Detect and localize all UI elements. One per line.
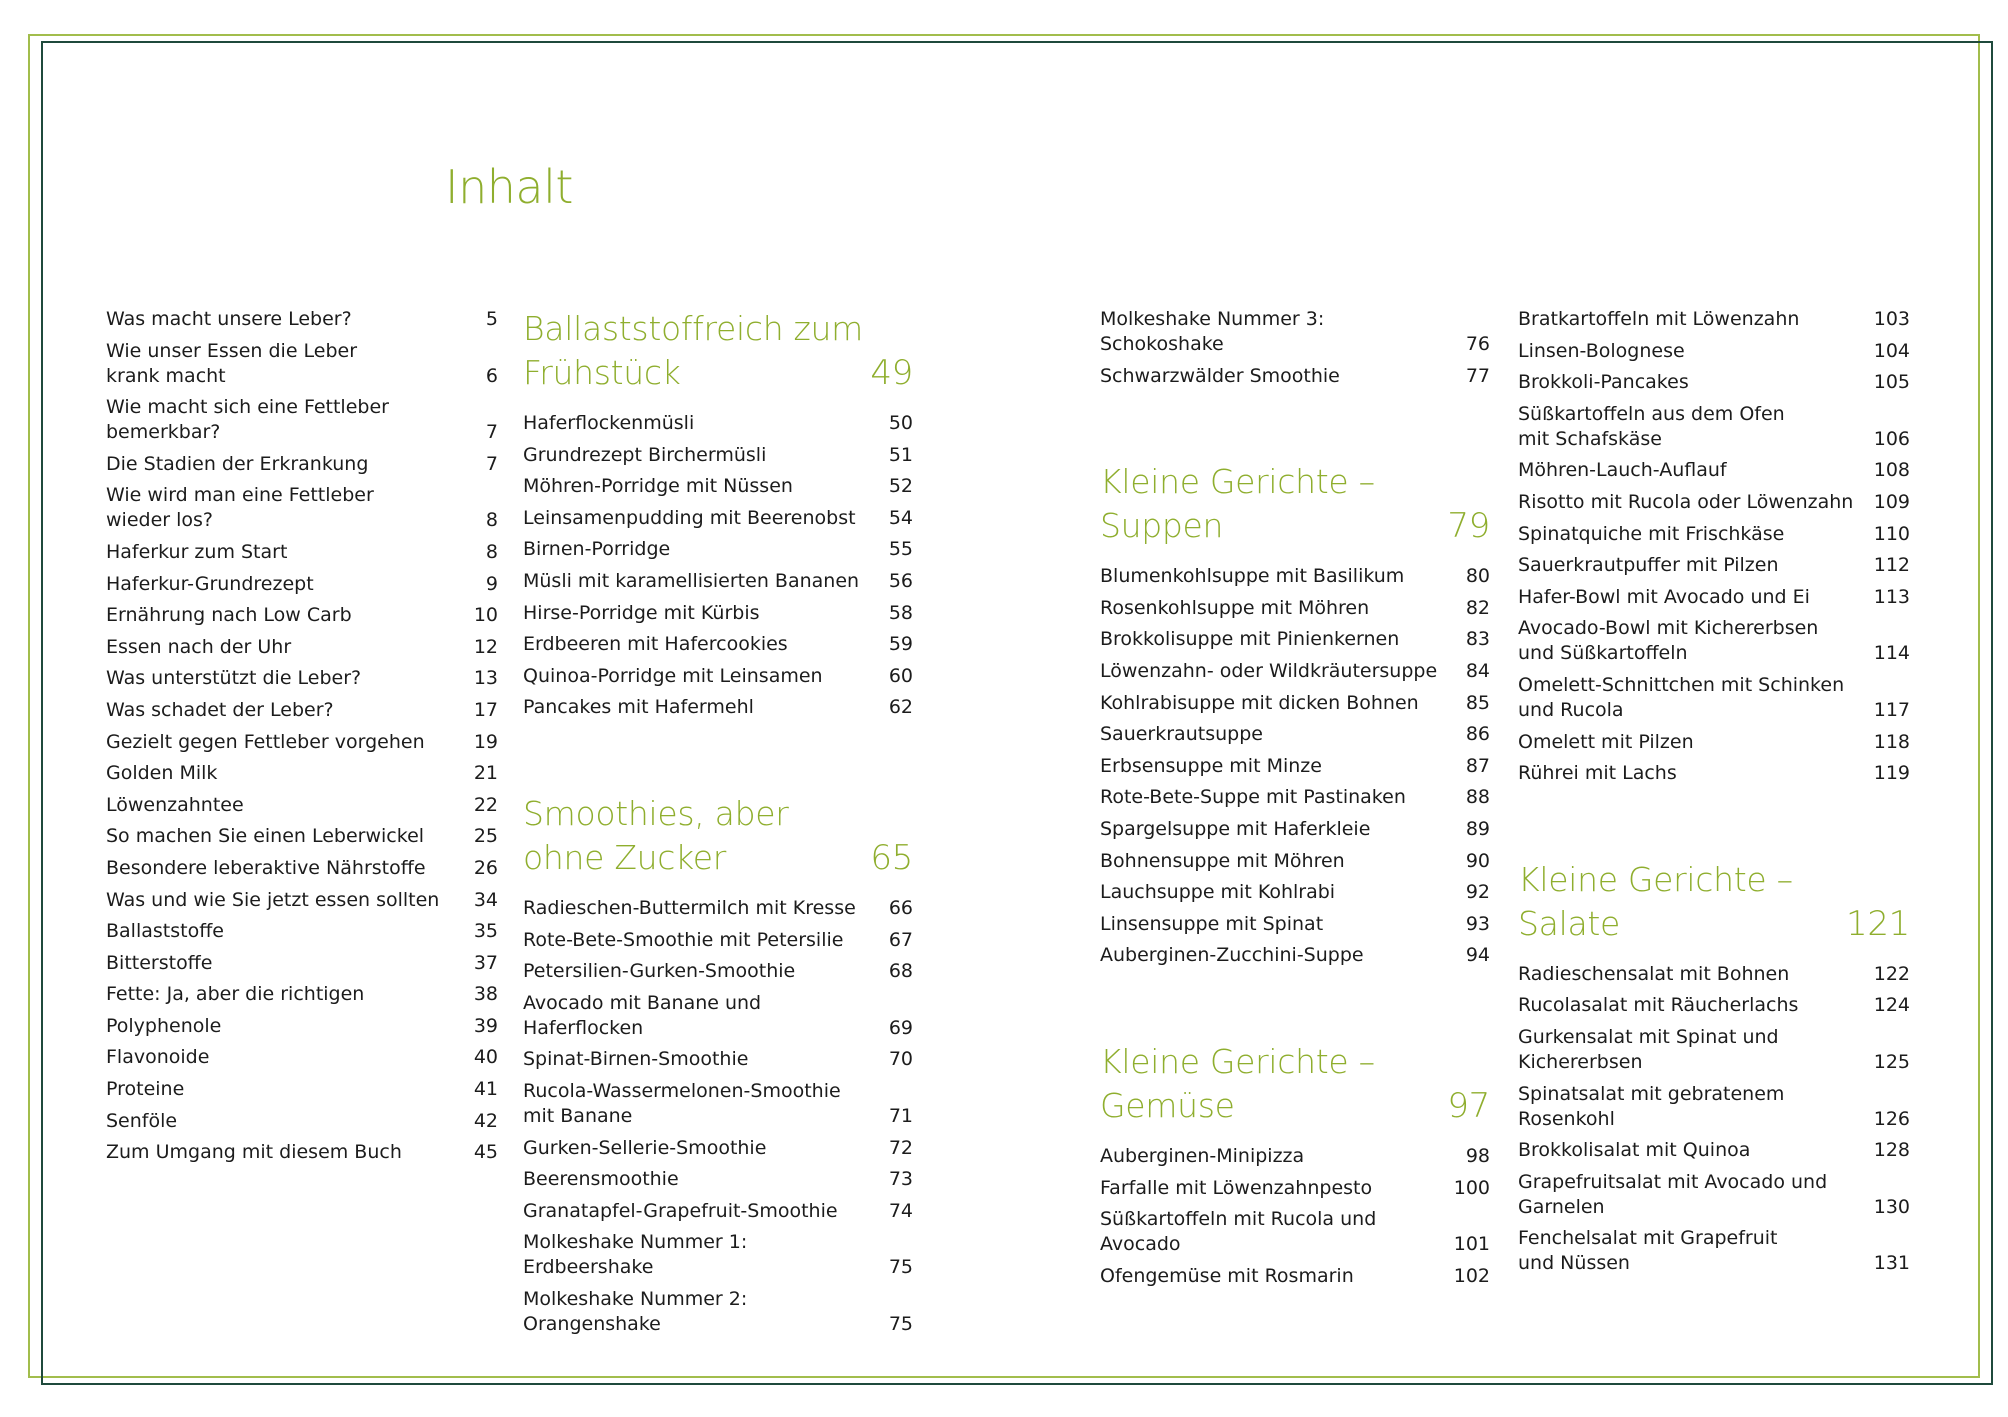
- toc-entry-page: 102: [1453, 1264, 1490, 1287]
- toc-entry-page: 125: [1873, 1050, 1910, 1073]
- toc-entry-title: Omelett mit Pilzen: [1518, 730, 1694, 753]
- toc-entry[interactable]: [1100, 912, 1490, 937]
- toc-entry-title: Linsensuppe mit Spinat: [1100, 912, 1324, 935]
- toc-entry-title: Löwenzahn- oder Wildkräutersuppe: [1100, 659, 1438, 682]
- toc-entry-title: Radieschensalat mit Bohnen: [1518, 962, 1790, 985]
- toc-entry-title: Avocado-Bowl mit Kichererbsen und Süßkartoffeln: [1518, 617, 1819, 665]
- toc-entry[interactable]: [1100, 943, 1490, 968]
- toc-section: [1100, 307, 1490, 389]
- toc-entry-title: Spinatsalat mit gebratenem Rosenkohl: [1518, 1082, 1785, 1130]
- toc-entry-page: 5: [485, 308, 498, 330]
- toc-entry-page: 109: [1873, 490, 1910, 513]
- toc-entry[interactable]: [1518, 307, 1910, 332]
- toc-column-3: [1100, 307, 1490, 1295]
- toc-entry-page: 113: [1873, 585, 1910, 608]
- toc-entry-title: Grundrezept Birchermüsli: [523, 443, 767, 466]
- toc-entry[interactable]: [1100, 880, 1490, 905]
- toc-entry-page: 42: [473, 1109, 498, 1132]
- toc-entry-page: 34: [473, 888, 498, 911]
- toc-entry-title: Brokkolisuppe mit Pinienkernen: [1100, 628, 1400, 651]
- toc-section: [1100, 1040, 1490, 1289]
- toc-entry[interactable]: [1518, 730, 1910, 755]
- toc-entry-page: 59: [888, 633, 913, 656]
- toc-entry-title: Polyphenole: [106, 1014, 222, 1037]
- toc-entry-title: Leinsamenpudding mit Beerenobst: [523, 506, 856, 529]
- toc-entry-title: Sauerkrautsuppe: [1100, 723, 1263, 746]
- section-spacer: [1100, 395, 1490, 460]
- toc-entry-title: Erdbeeren mit Hafercookies: [523, 633, 788, 656]
- toc-entry-title: Süßkartoffeln aus dem Ofen mit Schafskäse: [1518, 402, 1785, 450]
- toc-entry[interactable]: [523, 1136, 913, 1161]
- toc-entry[interactable]: [106, 730, 498, 755]
- toc-entry-page: 8: [485, 540, 498, 563]
- toc-entry-page: 100: [1453, 1176, 1490, 1199]
- toc-entry-page: 19: [473, 730, 498, 753]
- toc-entry-page: 82: [1465, 596, 1490, 619]
- toc-entry[interactable]: [523, 537, 913, 562]
- toc-entry-title: Möhren-Porridge mit Nüssen: [523, 475, 793, 498]
- toc-entry-page: 86: [1465, 723, 1490, 746]
- toc-entry[interactable]: [106, 888, 498, 913]
- toc-entry[interactable]: [1100, 722, 1490, 747]
- toc-entry-title: Golden Milk: [106, 762, 218, 785]
- toc-section: [523, 792, 913, 1337]
- toc-entry[interactable]: [523, 443, 913, 468]
- toc-entry-title: Hafer-Bowl mit Avocado und Ei: [1518, 585, 1810, 608]
- toc-entry-page: 12: [473, 635, 498, 658]
- toc-entry-page: 103: [1873, 308, 1910, 330]
- toc-entry[interactable]: [1518, 761, 1910, 786]
- toc-entry-page: 45: [473, 1141, 498, 1164]
- toc-entry-title: Ballaststoffe: [106, 920, 224, 943]
- toc-entry[interactable]: [523, 896, 913, 921]
- toc-entry-title: Gurkensalat mit Spinat und Kichererbsen: [1518, 1025, 1779, 1073]
- toc-entry-page: 25: [473, 825, 498, 848]
- toc-entry[interactable]: [106, 666, 498, 691]
- toc-entry[interactable]: [106, 635, 498, 660]
- section-heading-page: 97: [1447, 1085, 1490, 1126]
- toc-entry-page: 9: [485, 572, 498, 595]
- toc-entry[interactable]: [106, 793, 498, 818]
- toc-entry-page: 13: [473, 667, 498, 690]
- toc-entry[interactable]: [523, 664, 913, 689]
- toc-entry-page: 62: [888, 696, 913, 719]
- toc-entry-page: 67: [888, 928, 913, 951]
- toc-entry-page: 54: [888, 506, 913, 529]
- toc-entry-page: 112: [1873, 554, 1910, 577]
- toc-entry-page: 39: [473, 1014, 498, 1037]
- toc-entry[interactable]: [106, 698, 498, 723]
- toc-entry[interactable]: [523, 632, 913, 657]
- toc-entry-page: 72: [888, 1136, 913, 1159]
- toc-entry-title: Spinatquiche mit Frischkäse: [1518, 522, 1785, 545]
- toc-entry-title: So machen Sie einen Leberwickel: [106, 825, 425, 848]
- section-heading-title: Ballaststoffreich zum Frühstück: [523, 309, 864, 392]
- toc-entry-page: 58: [888, 601, 913, 624]
- toc-entry-title: Granatapfel-Grapefruit-Smoothie: [523, 1199, 838, 1222]
- toc-entry-title: Was unterstützt die Leber?: [106, 667, 362, 690]
- toc-entry-title: Bohnensuppe mit Möhren: [1100, 849, 1345, 872]
- toc-entry-title: Kohlrabisuppe mit dicken Bohnen: [1100, 691, 1419, 714]
- toc-entry[interactable]: [106, 919, 498, 944]
- toc-entry[interactable]: [1518, 553, 1910, 578]
- toc-entry-page: 10: [473, 604, 498, 627]
- section-heading-title: Kleine Gerichte – Gemüse: [1100, 1041, 1375, 1125]
- toc-entry-title: Spargelsuppe mit Haferkleie: [1100, 817, 1371, 840]
- toc-entry[interactable]: [523, 991, 913, 1041]
- toc-entry-page: 131: [1873, 1252, 1910, 1275]
- toc-entry[interactable]: [1100, 1264, 1490, 1289]
- toc-section: [106, 307, 498, 1165]
- toc-entry[interactable]: [1100, 849, 1490, 874]
- toc-entry-page: 94: [1465, 944, 1490, 967]
- section-heading[interactable]: [1100, 1040, 1490, 1128]
- toc-entry-page: 77: [1465, 364, 1490, 387]
- toc-entry[interactable]: [106, 1140, 498, 1165]
- toc-entry[interactable]: [1100, 785, 1490, 810]
- toc-entry[interactable]: [106, 1014, 498, 1039]
- toc-entry-page: 41: [473, 1078, 498, 1101]
- toc-entry-page: 85: [1465, 691, 1490, 714]
- section-heading-page: 49: [870, 353, 913, 393]
- toc-entry-title: Molkeshake Nummer 3: Schokoshake: [1100, 308, 1325, 355]
- toc-entry[interactable]: [523, 1167, 913, 1192]
- toc-entry-page: 38: [473, 983, 498, 1006]
- toc-entry-page: 119: [1873, 762, 1910, 785]
- toc-entry-page: 60: [888, 664, 913, 687]
- toc-entry[interactable]: [106, 540, 498, 565]
- section-spacer: [1518, 793, 1910, 858]
- toc-entry[interactable]: [1518, 616, 1910, 666]
- section-heading[interactable]: [1100, 460, 1490, 548]
- toc-entry-page: 17: [473, 698, 498, 721]
- toc-entry-page: 66: [888, 896, 913, 919]
- toc-entry[interactable]: [1100, 596, 1490, 621]
- toc-entry-title: Lauchsuppe mit Kohlrabi: [1100, 881, 1336, 904]
- toc-entry[interactable]: [1100, 817, 1490, 842]
- toc-entry-title: Quinoa-Porridge mit Leinsamen: [523, 664, 823, 687]
- section-heading-page: 65: [870, 837, 913, 878]
- toc-entry-page: 6: [485, 364, 498, 387]
- toc-entry-page: 124: [1873, 994, 1910, 1017]
- toc-entry[interactable]: [1518, 1226, 1910, 1276]
- toc-entry-title: Rosenkohlsuppe mit Möhren: [1100, 596, 1370, 619]
- toc-entry-title: Molkeshake Nummer 1: Erdbeershake: [523, 1231, 748, 1279]
- toc-entry-page: 75: [888, 1312, 913, 1335]
- toc-entry-page: 106: [1873, 427, 1910, 450]
- toc-entry-page: 55: [888, 538, 913, 561]
- toc-entry-page: 84: [1465, 659, 1490, 682]
- toc-entry[interactable]: [523, 506, 913, 531]
- toc-entry-title: Proteine: [106, 1078, 185, 1101]
- toc-entry-title: Petersilien-Gurken-Smoothie: [523, 960, 796, 983]
- section-heading-page: 79: [1447, 506, 1490, 547]
- toc-entry-title: Birnen-Porridge: [523, 538, 671, 561]
- toc-entry-page: 7: [485, 421, 498, 444]
- toc-entry-page: 50: [888, 412, 913, 434]
- toc-entry-page: 90: [1465, 849, 1490, 872]
- toc-entry-page: 118: [1873, 730, 1910, 753]
- toc-entry-page: 108: [1873, 459, 1910, 482]
- toc-entry-page: 110: [1873, 522, 1910, 545]
- toc-entry-page: 122: [1873, 962, 1910, 985]
- toc-entry[interactable]: [1518, 339, 1910, 364]
- toc-entry[interactable]: [1100, 1144, 1490, 1169]
- toc-entry-title: Molkeshake Nummer 2: Orangenshake: [523, 1287, 748, 1335]
- toc-entry-title: Löwenzahntee: [106, 793, 244, 816]
- toc-entry-title: Wie unser Essen die Leber krank macht: [106, 339, 358, 387]
- toc-entry[interactable]: [106, 1109, 498, 1134]
- toc-entry-title: Was und wie Sie jetzt essen sollten: [106, 888, 440, 911]
- toc-entry[interactable]: [106, 483, 498, 533]
- toc-entry[interactable]: [523, 1287, 913, 1337]
- toc-column-2: [523, 307, 913, 1343]
- toc-entry[interactable]: [1518, 370, 1910, 395]
- toc-entry[interactable]: [106, 307, 498, 332]
- toc-entry[interactable]: [523, 1079, 913, 1129]
- toc-entry-page: 35: [473, 920, 498, 943]
- toc-entry-title: Gurken-Sellerie-Smoothie: [523, 1136, 767, 1159]
- toc-section: [1518, 858, 1910, 1277]
- toc-entry-title: Erbsensuppe mit Minze: [1100, 754, 1322, 777]
- toc-entry-page: 71: [888, 1104, 913, 1127]
- toc-entry-title: Ofengemüse mit Rosmarin: [1100, 1264, 1354, 1287]
- toc-entry-title: Farfalle mit Löwenzahnpesto: [1100, 1176, 1373, 1199]
- toc-entry-title: Grapefruitsalat mit Avocado und Garnelen: [1518, 1170, 1828, 1218]
- toc-entry-page: 68: [888, 960, 913, 983]
- toc-entry-title: Rucola-Wassermelonen-Smoothie mit Banane: [523, 1079, 841, 1127]
- toc-entry-title: Was macht unsere Leber?: [106, 308, 352, 330]
- toc-entry[interactable]: [1518, 1025, 1910, 1075]
- toc-entry-page: 37: [473, 951, 498, 974]
- toc-entry-title: Rote-Bete-Suppe mit Pastinaken: [1100, 786, 1406, 809]
- toc-entry-page: 73: [888, 1168, 913, 1191]
- toc-entry-page: 74: [888, 1199, 913, 1222]
- toc-entry-title: Süßkartoffeln mit Rucola und Avocado: [1100, 1208, 1377, 1256]
- page-title: Inhalt: [445, 160, 573, 214]
- toc-entry[interactable]: [523, 601, 913, 626]
- toc-entry-page: 83: [1465, 628, 1490, 651]
- section-spacer: [523, 727, 913, 792]
- toc-entry-page: 87: [1465, 754, 1490, 777]
- toc-entry[interactable]: [523, 928, 913, 953]
- toc-entry-title: Hirse-Porridge mit Kürbis: [523, 601, 760, 624]
- toc-entry-title: Bitterstoffe: [106, 951, 213, 974]
- section-heading-title: Kleine Gerichte – Suppen: [1100, 462, 1375, 546]
- toc-entry[interactable]: [106, 982, 498, 1007]
- toc-entry-page: 7: [485, 452, 498, 475]
- toc-entry-page: 69: [888, 1016, 913, 1039]
- toc-entry-page: 126: [1873, 1107, 1910, 1130]
- section-spacer: [1100, 975, 1490, 1040]
- toc-entry[interactable]: [106, 395, 498, 445]
- toc-entry-title: Omelett-Schnittchen mit Schinken und Rucola: [1518, 673, 1845, 721]
- toc-entry-title: Linsen-Bolognese: [1518, 339, 1685, 362]
- toc-entry-title: Senföle: [106, 1109, 178, 1132]
- toc-entry-title: Was schadet der Leber?: [106, 698, 334, 721]
- toc-entry[interactable]: [1100, 691, 1490, 716]
- toc-entry[interactable]: [523, 474, 913, 499]
- toc-entry-page: 40: [473, 1046, 498, 1069]
- toc-entry[interactable]: [106, 603, 498, 628]
- toc-entry-title: Ernährung nach Low Carb: [106, 604, 352, 627]
- toc-entry[interactable]: [523, 411, 913, 436]
- toc-entry[interactable]: [1100, 364, 1490, 389]
- toc-entry-page: 105: [1873, 371, 1910, 394]
- toc-entry[interactable]: [1518, 458, 1910, 483]
- toc-entry-page: 104: [1873, 339, 1910, 362]
- toc-entry-title: Bratkartoffeln mit Löwenzahn: [1518, 308, 1800, 330]
- toc-entry-title: Risotto mit Rucola oder Löwenzahn: [1518, 490, 1854, 513]
- toc-entry[interactable]: [523, 695, 913, 720]
- toc-entry-title: Essen nach der Uhr: [106, 635, 292, 658]
- toc-entry[interactable]: [1518, 585, 1910, 610]
- toc-entry-page: 89: [1465, 817, 1490, 840]
- toc-entry[interactable]: [1518, 1082, 1910, 1132]
- toc-entry-title: Haferkur-Grundrezept: [106, 572, 314, 595]
- toc-entry-page: 92: [1465, 881, 1490, 904]
- toc-entry-page: 75: [888, 1256, 913, 1279]
- toc-entry-title: Wie wird man eine Fettleber wieder los?: [106, 484, 374, 532]
- toc-entry-page: 70: [888, 1048, 913, 1071]
- toc-entry-title: Blumenkohlsuppe mit Basilikum: [1100, 565, 1405, 588]
- toc-entry-title: Brokkolisalat mit Quinoa: [1518, 1139, 1751, 1162]
- toc-column-4: [1518, 307, 1910, 1283]
- toc-entry[interactable]: [106, 339, 498, 389]
- toc-entry-title: Beerensmoothie: [523, 1168, 679, 1191]
- toc-entry[interactable]: [523, 1230, 913, 1280]
- toc-entry-title: Rote-Bete-Smoothie mit Petersilie: [523, 928, 844, 951]
- toc-entry-page: 8: [485, 509, 498, 532]
- toc-entry-title: Haferflockenmüsli: [523, 412, 695, 434]
- toc-entry[interactable]: [1518, 1170, 1910, 1220]
- toc-section: [523, 307, 913, 720]
- toc-entry-title: Brokkoli-Pancakes: [1518, 371, 1689, 394]
- toc-section: [1100, 460, 1490, 968]
- toc-entry-title: Gezielt gegen Fettleber vorgehen: [106, 730, 425, 753]
- toc-entry-page: 56: [888, 569, 913, 592]
- toc-entry-page: 117: [1873, 698, 1910, 721]
- toc-entry[interactable]: [1518, 402, 1910, 452]
- toc-entry[interactable]: [523, 959, 913, 984]
- toc-entry-page: 93: [1465, 912, 1490, 935]
- toc-entry-title: Radieschen-Buttermilch mit Kresse: [523, 896, 856, 919]
- toc-entry-title: Möhren-Lauch-Auflauf: [1518, 459, 1727, 482]
- toc-entry[interactable]: [523, 1047, 913, 1072]
- toc-entry-page: 114: [1873, 642, 1910, 665]
- toc-entry[interactable]: [1100, 627, 1490, 652]
- section-heading-title: Smoothies, aber ohne Zucker: [523, 793, 789, 877]
- toc-entry-page: 22: [473, 793, 498, 816]
- toc-entry-page: 98: [1465, 1144, 1490, 1167]
- toc-entry-title: Rührei mit Lachs: [1518, 762, 1677, 785]
- toc-entry-title: Die Stadien der Erkrankung: [106, 452, 369, 475]
- toc-entry-title: Flavonoide: [106, 1046, 210, 1069]
- toc-entry-page: 21: [473, 762, 498, 785]
- toc-entry[interactable]: [1100, 659, 1490, 684]
- toc-entry-page: 26: [473, 856, 498, 879]
- toc-entry[interactable]: [1100, 564, 1490, 589]
- toc-entry-page: 130: [1873, 1195, 1910, 1218]
- toc-entry[interactable]: [106, 452, 498, 477]
- section-heading-title: Kleine Gerichte – Salate: [1518, 859, 1793, 943]
- toc-section: [1518, 307, 1910, 786]
- toc-entry[interactable]: [106, 856, 498, 881]
- toc-entry-title: Fenchelsalat mit Grapefruit und Nüssen: [1518, 1227, 1778, 1275]
- toc-entry[interactable]: [1100, 1176, 1490, 1201]
- section-heading[interactable]: [1518, 858, 1910, 946]
- toc-entry-title: Spinat-Birnen-Smoothie: [523, 1048, 749, 1071]
- toc-entry-title: Sauerkrautpuffer mit Pilzen: [1518, 554, 1779, 577]
- section-heading-page: 121: [1846, 903, 1910, 944]
- toc-entry-page: 101: [1453, 1233, 1490, 1256]
- toc-entry-title: Auberginen-Zucchini-Suppe: [1100, 944, 1364, 967]
- toc-column-1: [106, 307, 498, 1172]
- toc-entry-title: Schwarzwälder Smoothie: [1100, 364, 1340, 387]
- toc-entry-title: Haferkur zum Start: [106, 540, 288, 563]
- toc-entry[interactable]: [106, 1077, 498, 1102]
- toc-entry-page: 128: [1873, 1139, 1910, 1162]
- toc-entry-title: Zum Umgang mit diesem Buch: [106, 1141, 402, 1164]
- toc-entry[interactable]: [106, 951, 498, 976]
- toc-entry[interactable]: [523, 1199, 913, 1224]
- toc-entry-title: Müsli mit karamellisierten Bananen: [523, 569, 860, 592]
- toc-entry-page: 88: [1465, 786, 1490, 809]
- toc-entry-page: 80: [1465, 565, 1490, 588]
- toc-entry[interactable]: [1518, 993, 1910, 1018]
- toc-entry[interactable]: [1100, 1207, 1490, 1257]
- toc-entry-title: Besondere leberaktive Nährstoffe: [106, 856, 426, 879]
- toc-entry-title: Auberginen-Minipizza: [1100, 1144, 1305, 1167]
- toc-entry-title: Pancakes mit Hafermehl: [523, 696, 754, 719]
- toc-entry[interactable]: [1100, 307, 1490, 357]
- toc-entry[interactable]: [106, 761, 498, 786]
- toc-entry[interactable]: [106, 1045, 498, 1070]
- toc-entry[interactable]: [106, 824, 498, 849]
- toc-entry-page: 52: [888, 475, 913, 498]
- section-heading[interactable]: [523, 307, 913, 395]
- toc-entry[interactable]: [1100, 754, 1490, 779]
- toc-entry-title: Fette: Ja, aber die richtigen: [106, 983, 365, 1006]
- toc-entry-page: 51: [888, 443, 913, 466]
- toc-entry-page: 76: [1465, 333, 1490, 355]
- section-heading[interactable]: [523, 792, 913, 880]
- toc-entry-title: Rucolasalat mit Räucherlachs: [1518, 994, 1799, 1017]
- toc-entry[interactable]: [1518, 1138, 1910, 1163]
- toc-entry[interactable]: [1518, 490, 1910, 515]
- toc-entry[interactable]: [523, 569, 913, 594]
- toc-entry[interactable]: [106, 572, 498, 597]
- toc-entry[interactable]: [1518, 962, 1910, 987]
- toc-entry[interactable]: [1518, 673, 1910, 723]
- toc-entry-title: Wie macht sich eine Fettleber bemerkbar?: [106, 396, 389, 444]
- toc-entry[interactable]: [1518, 522, 1910, 547]
- toc-entry-title: Avocado mit Banane und Haferflocken: [523, 991, 762, 1039]
